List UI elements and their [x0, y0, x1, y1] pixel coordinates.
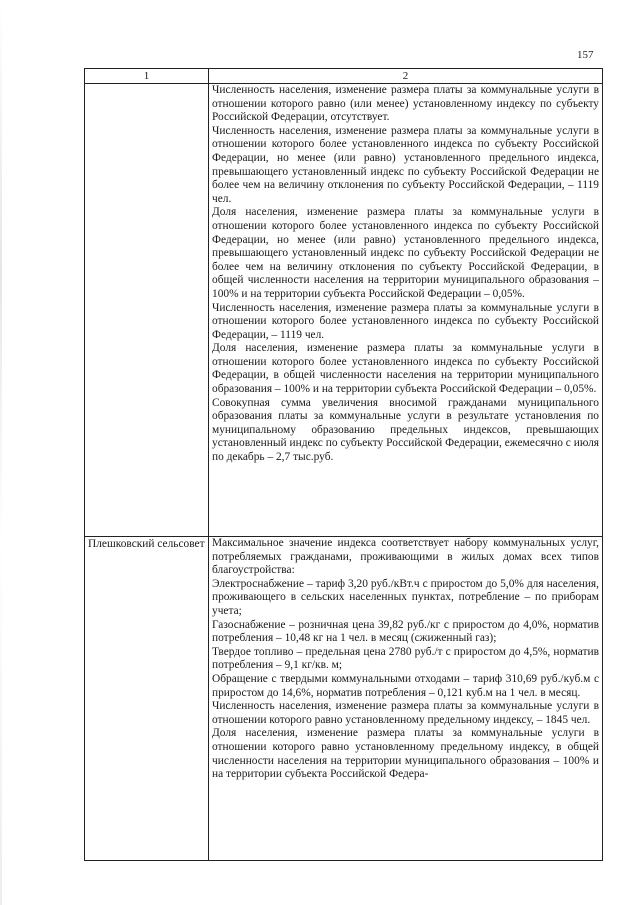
scan-edge — [0, 0, 2, 905]
paragraph: Твердое топливо – предельная цена 2780 руб./т с приростом до 4,5%, норматив потребления – 9,1 кг/кв. м; — [212, 645, 599, 672]
description-cell — [209, 84, 603, 537]
paragraph: Доля населения, изменение размера платы за коммунальные услуги в отношении которого равно установленному предельному индексу, в общей численности населения на территории муниципального образования – 100% и на территории субъекта Российской Федера- — [212, 727, 599, 781]
entity-name: Плешковский сельсовет — [88, 538, 205, 550]
entity-name — [88, 84, 205, 85]
paragraph: Численность населения, изменение размера платы за коммунальные услуги в отношении которого более установленного индекса по субъекту Российской Федерации, но менее (или равно) установленного предельного индекса, превышающего установленный индекс по субъекту Российской Федерации не более чем на величину отклонения по субъекту Российской Федерации, – 1119 чел. — [212, 124, 599, 205]
paragraph: Доля населения, изменение размера платы за коммунальные услуги в отношении которого более установленного индекса по субъекту Российской Федерации, в общей численности населения на территории муниципального образования – 100% и на территории субъекта Российской Федерации – 0,05%. — [212, 342, 599, 396]
table-row — [85, 537, 603, 861]
document-table — [84, 68, 603, 861]
column-header-2: 2 — [209, 69, 603, 84]
paragraph: Максимальное значение индекса соответствует набору коммунальных услуг, потребляемых гражданами, проживающими в жилых домах всех типов благоустройства: — [212, 537, 599, 577]
paragraph: Численность населения, изменение размера платы за коммунальные услуги в отношении которого равно (или менее) установленному индексу по субъекту Российской Федерации, отсутствует. — [212, 84, 599, 124]
paragraph: Газоснабжение – розничная цена 39,82 руб./кг с приростом до 4,0%, норматив потребления – 10,48 кг на 1 чел. в месяц (сжиженный газ); — [212, 618, 599, 645]
paragraph: Численность населения, изменение размера платы за коммунальные услуги в отношении которого равно установленному предельному индексу, – 1845 чел. — [212, 700, 599, 726]
page-number: 157 — [577, 49, 594, 61]
description-cell — [209, 537, 603, 861]
entity-cell — [85, 537, 209, 861]
table-row — [85, 84, 603, 537]
table-header-row — [85, 69, 603, 84]
paragraph: Совокупная сумма увеличения вносимой гражданами муниципального образования платы за коммунальные услуги в результате установления по муниципальному образованию предельных индексов, превышающих установленный индекс по субъекту Российской Федерации, ежемесячно с июля по декабрь – 2,7 тыс.руб. — [212, 396, 599, 464]
description-text — [212, 537, 599, 860]
paragraph: Доля населения, изменение размера платы за коммунальные услуги в отношении которого более установленного индекса по субъекту Российской Федерации, но менее (или равно) установленного предельного индекса, превышающего установленный индекс по субъекту Российской Федерации не более чем на величину отклонения по субъекту Российской Федерации, в общей численности населения на территории муниципального образования – 100% и на территории субъекта Российской Федерации – 0,05%. — [212, 206, 599, 300]
paragraph: Электроснабжение – тариф 3,20 руб./кВт.ч с приростом до 5,0% для населения, проживающего в сельских населенных пунктах, потребление – по приборам учета; — [212, 577, 599, 617]
entity-cell — [85, 84, 209, 537]
paragraph: Численность населения, изменение размера платы за коммунальные услуги в отношении которого более установленного индекса по субъекту Российской Федерации, – 1119 чел. — [212, 301, 599, 341]
column-header-1: 1 — [85, 69, 209, 84]
paragraph: Обращение с твердыми коммунальными отходами – тариф 310,69 руб./куб.м с приростом до 14,6%, норматив потребления – 0,121 куб.м на 1 чел. в месяц. — [212, 672, 599, 699]
description-text — [212, 84, 599, 536]
